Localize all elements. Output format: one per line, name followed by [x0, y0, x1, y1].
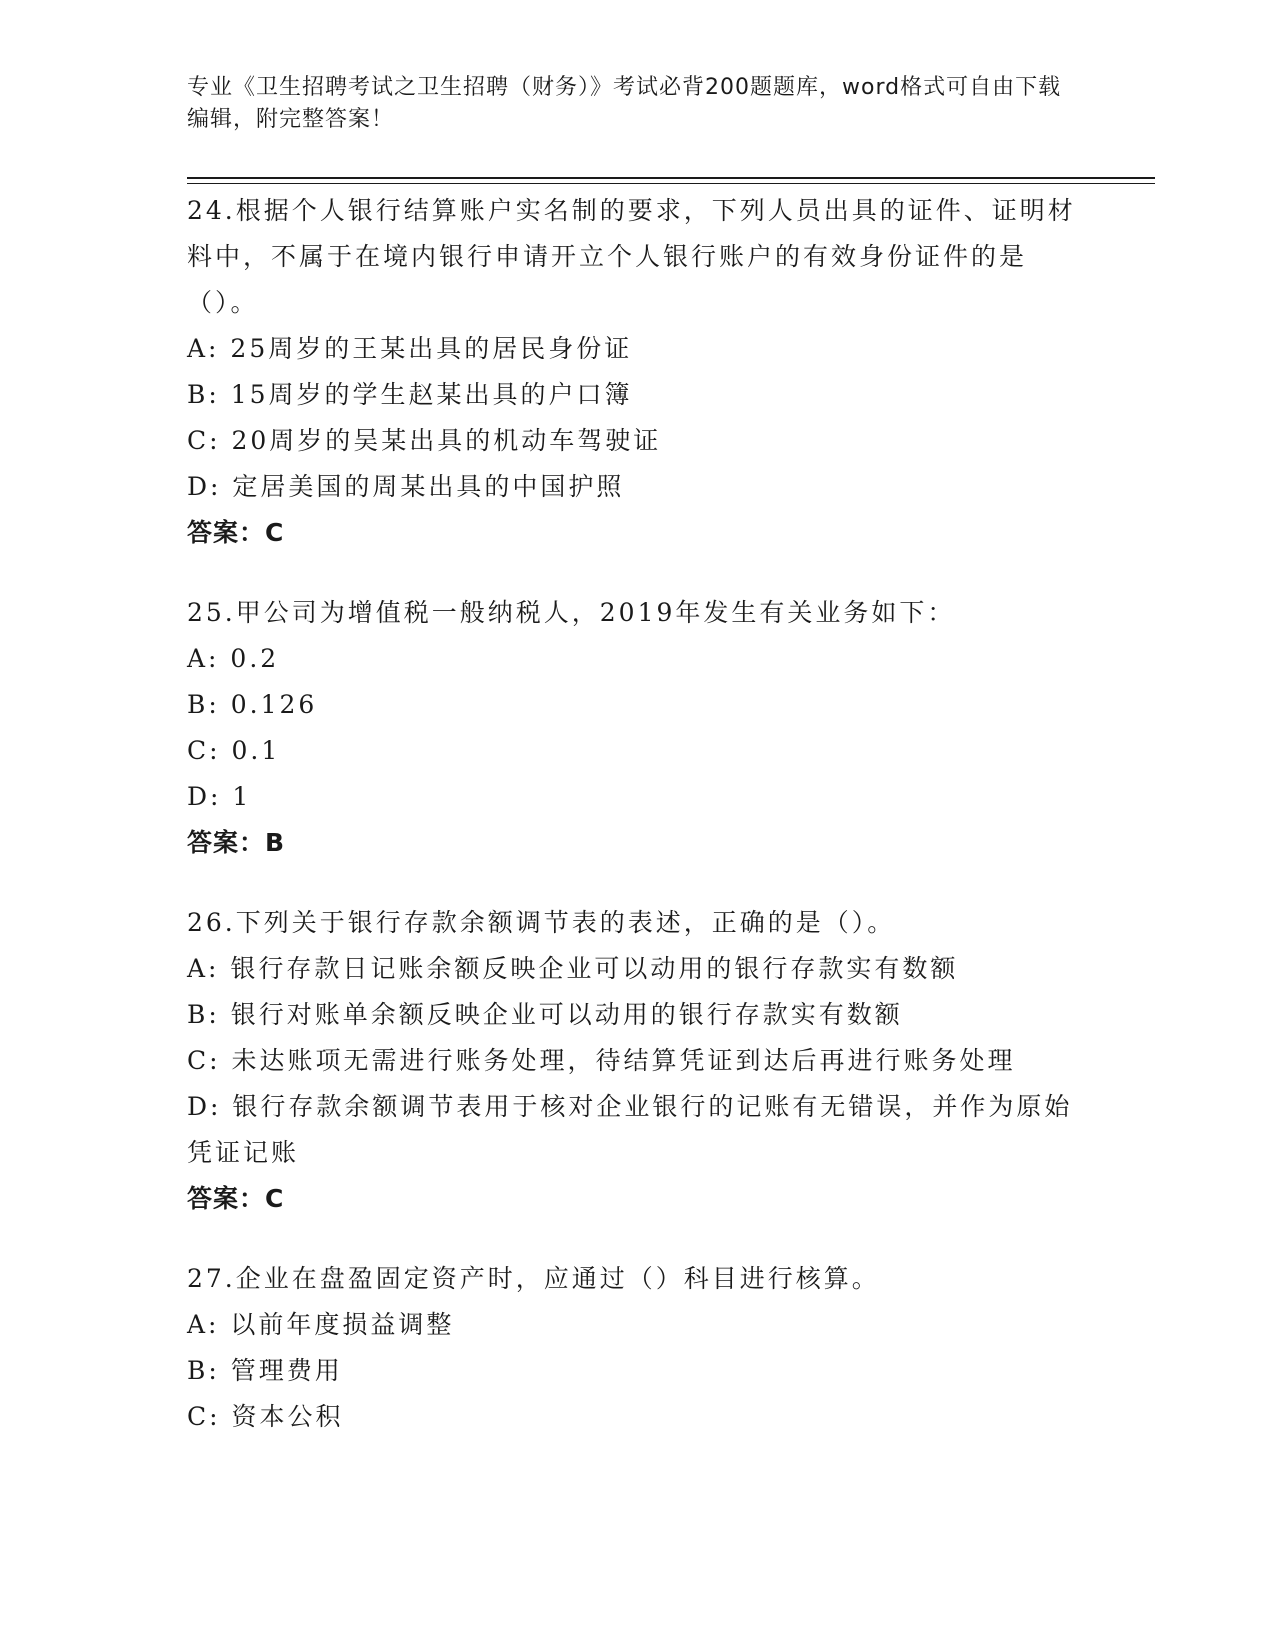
option-b: B: 管理费用 [187, 1356, 343, 1385]
answer-line: 答案：C [187, 1184, 285, 1213]
option-d: D: 定居美国的周某出具的中国护照 [187, 472, 625, 501]
option-d: D: 银行存款余额调节表用于核对企业银行的记账有无错误，并作为原始凭证记账 [187, 1092, 1073, 1167]
question-27 [187, 1256, 1087, 1440]
option-c: C: 0.1 [187, 736, 281, 765]
header-divider-thick [187, 177, 1155, 179]
option-b: B: 银行对账单余额反映企业可以动用的银行存款实有数额 [187, 1000, 903, 1029]
option-a: A: 以前年度损益调整 [187, 1310, 455, 1339]
option-d: D: 1 [187, 782, 252, 811]
question-stem: 24.根据个人银行结算账户实名制的要求，下列人员出具的证件、证明材料中，不属于在境内银行申请开立个人银行账户的有效身份证件的是（）。 [187, 196, 1076, 317]
answer-line: 答案：B [187, 828, 286, 857]
option-c: C: 20周岁的吴某出具的机动车驾驶证 [187, 426, 662, 455]
option-c: C: 资本公积 [187, 1402, 344, 1431]
option-a: A: 0.2 [187, 644, 280, 673]
question-25 [187, 590, 1087, 866]
question-stem: 27.企业在盘盈固定资产时，应通过（）科目进行核算。 [187, 1264, 880, 1293]
option-c: C: 未达账项无需进行账务处理，待结算凭证到达后再进行账务处理 [187, 1046, 1016, 1075]
question-stem: 25.甲公司为增值税一般纳税人，2019年发生有关业务如下： [187, 598, 956, 627]
option-a: A: 25周岁的王某出具的居民身份证 [187, 334, 633, 363]
question-24 [187, 188, 1087, 556]
option-b: B: 15周岁的学生赵某出具的户口簿 [187, 380, 633, 409]
answer-line: 答案：C [187, 518, 285, 547]
option-b: B: 0.126 [187, 690, 318, 719]
option-a: A: 银行存款日记账余额反映企业可以动用的银行存款实有数额 [187, 954, 959, 983]
question-stem: 26.下列关于银行存款余额调节表的表述，正确的是（）。 [187, 908, 896, 937]
header-divider-thin [187, 183, 1155, 184]
question-list [187, 188, 1087, 1474]
document-header: 专业《卫生招聘考试之卫生招聘（财务）》考试必背200题题库，word格式可自由下载编辑，附完整答案！ [187, 75, 1062, 132]
question-26 [187, 900, 1087, 1222]
